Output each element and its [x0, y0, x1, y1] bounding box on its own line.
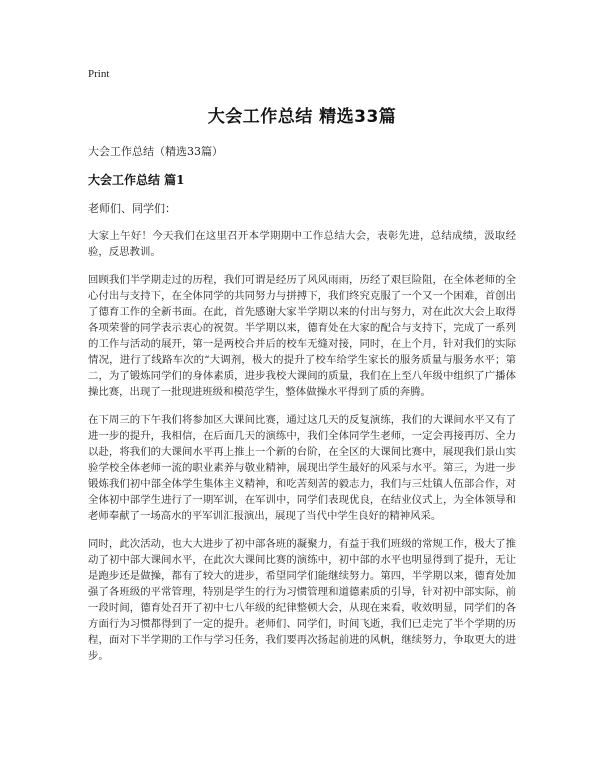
paragraph-intro: 大家上午好！今天我们在这里召开本学期期中工作总结大会，表彰先进，总结成绩，汲取经验，反思教训。	[88, 230, 516, 258]
document-page	[88, 68, 516, 676]
paragraph-conclusion: 同时，此次活动，也大大进步了初中部各班的凝聚力，有益于我们班级的常规工作，极大了推动了初中部大课间水平，在此次大课间比赛的演练中，初中部的水平也明显得到了提升，无让是跑步还是做操，都有了较大的进步，希望同学们能继续努力。第四，半学期以来，德育处加强了各班级的平常管理，特别是学生的行为习惯管理和道德素质的引导，针对初中部实际，前一段时间，德育处召开了初中七八年级的纪律整顿大会，从现在来看，收效明显，同学们的各方面行为习惯都得到了一定的提升。老师们、同学们，时间飞逝，我们已走完了半个学期的历程，面对下半学期的工作与学习任务，我们要再次扬起前进的风帆，继续努力，争取更大的进步。	[88, 538, 516, 662]
salutation: 老师们、同学们：	[88, 202, 176, 215]
section-heading: 大会工作总结 篇1	[88, 173, 185, 187]
print-label[interactable]: Print	[88, 68, 110, 80]
paragraph-review: 回顾我们半学期走过的历程，我们可谓是经历了风风雨雨，历经了艰巨险阻，在全体老师的全心付出与支持下，在全体同学的共同努力与拼搏下，我们终究克服了一个又一个困难，首创出了德育工作的全新书面。在此，首先感谢大家半学期以来的付出与努力，对在此次大会上取得各项荣誉的同学表示衷心的祝贺。半学期以来，德育处在大家的配合与支持下，完成了一系列的工作与活动的展开，第一是两校合并后的校车无缝对接，同时，在上个月，针对我们的实际情况，进行了线路车次的“大调剂，极大的提升了校车给学生家长的服务质量与服务水平；第二，为了锻炼同学们的身体素质，进步我校大课间的质量，我们在上至八年级中组织了广播体操比赛，出现了一批现进班级和模范学生，整体做操水平得到了质的奔腾。	[88, 274, 516, 398]
paragraph-competition: 在下周三的下午我们将参加区大课间比赛，通过这几天的反复演练，我们的大课间水平又有了进一步的提升，我相信，在后面几天的演练中，我们全体同学生老师，一定会再接再厉、全力以赴，将我们的大课间水平再上推上一个新的台阶，在全区的大课间比赛中，展现我们景山实验学校全体老师一流的职业素养与敬业精神，展现出学生最好的风采与水平。第三，为进一步锻炼我们初中部全体学生集体主义精神，和吃苦刻苦的毅志力，我们与三灶镇人伍部合作，对全体初中部学生进行了一期军训，在军训中，同学们表现优良，在结业仪式上，为全体领导和老师奉献了一场高水的平军训汇报演出，展现了当代中学生良好的精神风采。	[88, 414, 516, 522]
document-subtitle: 大会工作总结（精选33篇）	[88, 145, 223, 158]
document-title: 大会工作总结 精选33篇	[207, 107, 397, 127]
